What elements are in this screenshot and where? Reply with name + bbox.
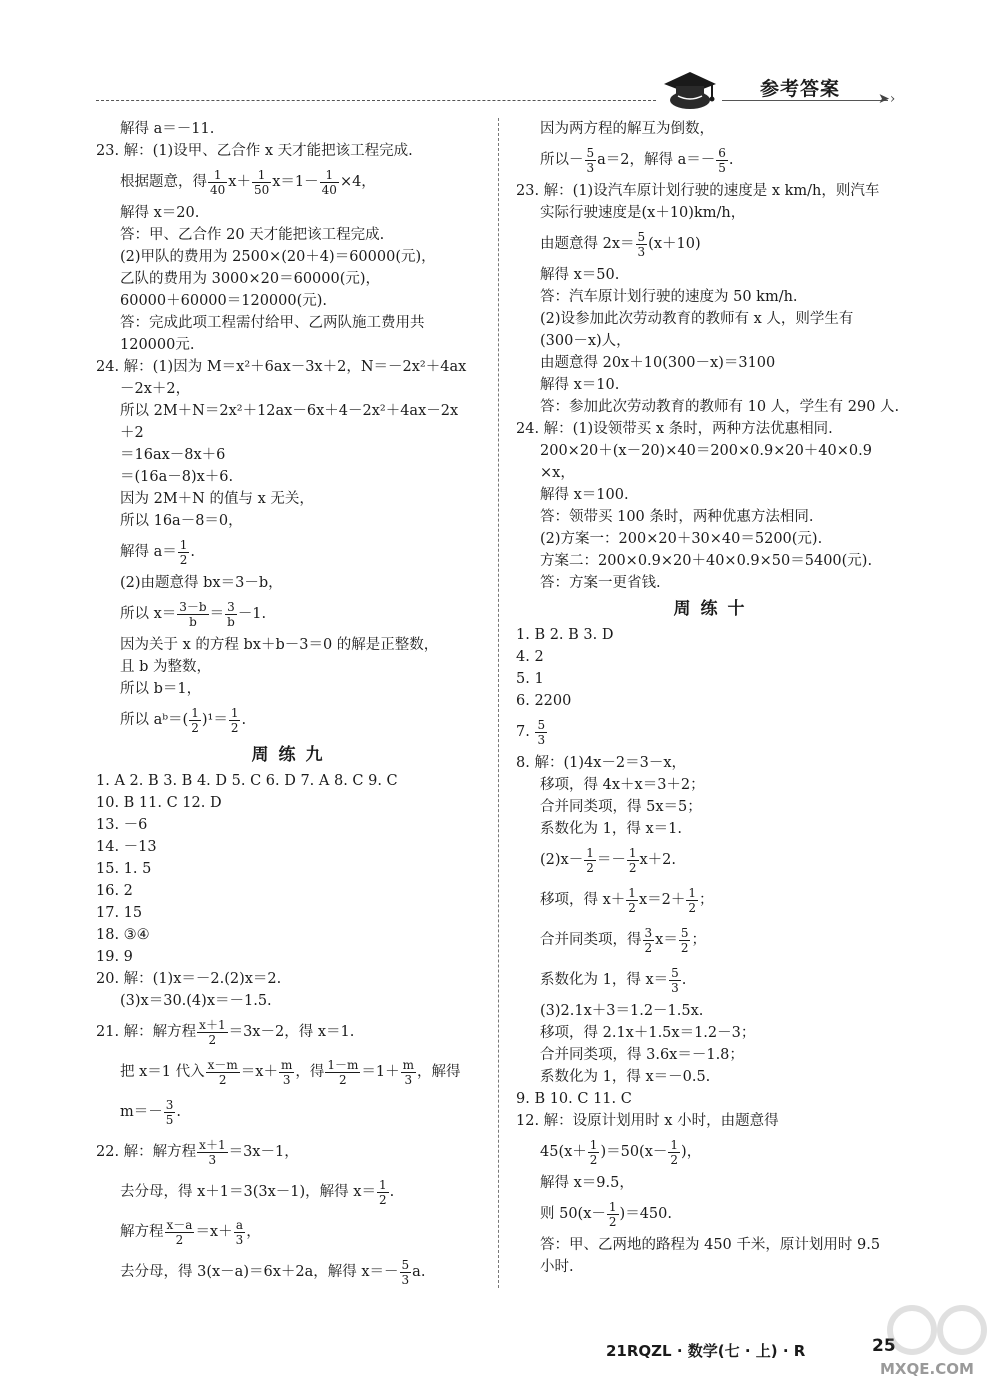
text-line: 由题意得 20x＋10(300－x)＝3100 [540,355,776,371]
text-line: ＝16ax－8x＋6 [120,447,226,463]
answer-line: 19. 9 [96,949,133,965]
text-line: 解得 x＝20. [120,205,200,221]
header-title: 参考答案 [760,78,841,100]
math-line: 45(x＋ $\frac{1}{2}$ )＝50(x－ $\frac{1}{2}$ )， [540,1137,702,1167]
text-line: ×x， [540,465,575,481]
text-line: (300－x)人， [540,333,631,349]
text-line: 乙队的费用为 3000×20＝60000(元)， [120,271,381,287]
text-line: 解得 x＝50. [540,267,620,283]
page-number: 25 [872,1336,896,1356]
text-line: 实际行驶速度是(x＋10)km/h， [540,205,746,221]
text-line: ＋2 [120,425,144,441]
math-line: 所以－ $\frac{5}{3}$ a＝2，解得 a＝－ $\frac{6}{5}$ . [540,145,734,175]
header-rule [722,100,888,101]
text-line: 答：汽车原计划行驶的速度为 50 km/h. [540,289,798,305]
answer-line: 14. －13 [96,839,157,855]
text-line: 答：甲、乙两地的路程为 450 千米，原计划用时 9.5 [540,1237,881,1253]
text-line: 24. 解：(1)因为 M＝x²＋6ax－3x＋2，N＝－2x²＋4ax [96,359,467,375]
text-line: 移项，得 4x＋x＝3＋2； [540,777,705,793]
section-title: 周练九 [251,745,333,765]
column-divider [498,118,499,1288]
math-line: 系数化为 1，得 x＝ $\frac{5}{3}$ . [540,965,687,995]
math-line: 22. 解：解方程 $\frac{x+1}{3}$ ＝3x－1， [96,1137,299,1167]
answer-line: 13. －6 [96,817,148,833]
text-line: 解得 x＝10. [540,377,620,393]
math-line: 解得 a＝ $\frac{1}{2}$ . [120,537,196,567]
math-line: 把 x＝1 代入 $\frac{x-m}{2}$ ＝x＋ $\frac{m}{3}$ ，得 $\frac{1-m}{2}$ ＝1＋ $\frac{m}{3}$ ，解得 [120,1057,461,1087]
text-line: 所以 2M＋N＝2x²＋12ax－6x＋4－2x²＋4ax－2x [120,403,459,419]
answer-line: 5. 1 [516,671,544,687]
math-line: 7. $\frac{5}{3}$ [516,717,546,747]
text-line: 12. 解：设原计划用时 x 小时，由题意得 [516,1113,779,1129]
text-line: 120000元. [120,337,195,353]
text-line: 移项，得 2.1x＋1.5x＝1.2－3； [540,1025,756,1041]
text-line: 24. 解：(1)设领带买 x 条时，两种方法优惠相同. [516,421,833,437]
math-line: 则 50(x－ $\frac{1}{2}$ )＝450. [540,1199,672,1229]
text-line: 方案二：200×0.9×20＋40×0.9×50＝5400(元). [540,553,873,569]
math-line: (2)x－ $\frac{1}{2}$ ＝－ $\frac{1}{2}$ x＋2. [540,845,677,875]
text-line: 且 b 为整数， [120,659,211,675]
answer-line: 10. B 11. C 12. D [96,795,222,811]
math-line: 合并同类项，得 $\frac{3}{2}$ x＝ $\frac{5}{2}$ ； [540,925,706,955]
text-line: (2)设参加此次劳动教育的教师有 x 人，则学生有 [540,311,854,327]
text-line: 因为 2M＋N 的值与 x 无关， [120,491,314,507]
header-rule-dashed [96,100,656,101]
text-line: －2x＋2， [120,381,191,397]
answer-line: 17. 15 [96,905,143,921]
math-line: m＝－ $\frac{3}{5}$ . [120,1097,181,1127]
section-title: 周练十 [673,599,755,619]
left-column [96,118,488,1292]
text-line: (2)甲队的费用为 2500×(20＋4)＝60000(元)， [120,249,436,265]
arrow-right-icon: ➤› [878,91,896,107]
text-line: 答：参加此次劳动教育的教师有 10 人，学生有 290 人. [540,399,900,415]
text-line: 答：甲、乙合作 20 天才能把该工程完成. [120,227,385,243]
footer-code: 21RQZL · 数学(七 · 上) · R [606,1342,806,1360]
text-line: (3)x＝30.(4)x＝－1.5. [120,993,272,1009]
answer-line: 9. B 10. C 11. C [516,1091,632,1107]
math-line: 解方程 $\frac{x-a}{2}$ ＝x＋ $\frac{a}{3}$ ， [120,1217,261,1247]
graduation-cap-icon [660,66,720,112]
right-column [516,118,912,1278]
answer-line: 15. 1. 5 [96,861,152,877]
text-line: (3)2.1x＋3＝1.2－1.5x. [540,1003,704,1019]
text-line: 合并同类项，得 5x＝5； [540,799,702,815]
text-line: (2)由题意得 bx＝3－b， [120,575,283,591]
text-line: 因为两方程的解互为倒数， [540,121,714,137]
text-line: 合并同类项，得 3.6x＝－1.8； [540,1047,744,1063]
text-line: 所以 b＝1， [120,681,202,697]
text-line: 60000＋60000＝120000(元). [120,293,328,309]
text-line: (2)方案一：200×20＋30×40＝5200(元). [540,531,823,547]
math-line: 根据题意，得 $\frac{1}{40}$ x＋ $\frac{1}{50}$ x＝1－ $\frac{1}{40}$ ×4， [120,167,376,197]
answer-line: 6. 2200 [516,693,572,709]
text-line: 解得 x＝9.5， [540,1175,634,1191]
text-line: 所以 16a－8＝0， [120,513,243,529]
watermark-text: MXQE.COM [880,1360,974,1378]
text-line: 23. 解：(1)设汽车原计划行驶的速度是 x km/h，则汽车 [516,183,880,199]
answer-line: 1. A 2. B 3. B 4. D 5. C 6. D 7. A 8. C 9. C [96,773,398,789]
math-line: 去分母，得 x＋1＝3(3x－1)，解得 x＝ $\frac{1}{2}$ . [120,1177,395,1207]
math-line: 所以 aᵇ＝( $\frac{1}{2}$ )¹＝ $\frac{1}{2}$ . [120,705,247,735]
text-line: ＝(16a－8)x＋6. [120,469,234,485]
math-line: 去分母，得 3(x－a)＝6x＋2a，解得 x＝－ $\frac{5}{3}$ a. [120,1257,426,1287]
answer-line: 4. 2 [516,649,544,665]
math-line: 所以 x＝ $\frac{3-b}{b}$ ＝ $\frac{3}{b}$ －1. [120,599,267,629]
text-line: 答：方案一更省钱. [540,575,661,591]
answer-line: 16. 2 [96,883,133,899]
text-line: 小时. [540,1259,574,1275]
text-line: 因为关于 x 的方程 bx＋b－3＝0 的解是正整数， [120,637,439,653]
math-line: 移项，得 x＋ $\frac{1}{2}$ x＝2＋ $\frac{1}{2}$ ； [540,885,714,915]
text-line: 解得 x＝100. [540,487,629,503]
text-line: 20. 解：(1)x＝－2.(2)x＝2. [96,971,282,987]
answer-line: 18. ③④ [96,927,150,943]
math-line: 由题意得 2x＝ $\frac{5}{3}$ (x＋10) [540,229,701,259]
text-line: 解得 a＝－11. [120,121,215,137]
text-line: 8. 解：(1)4x－2＝3－x， [516,755,687,771]
math-line: 21. 解：解方程 $\frac{x+1}{2}$ ＝3x－2，得 x＝1. [96,1017,355,1047]
text-line: 答：完成此项工程需付给甲、乙两队施工费用共 [120,315,425,331]
text-line: 200×20＋(x－20)×40＝200×0.9×20＋40×0.9 [540,443,872,459]
answer-line: 1. B 2. B 3. D [516,627,614,643]
text-line: 系数化为 1，得 x＝1. [540,821,682,837]
text-line: 系数化为 1，得 x＝－0.5. [540,1069,711,1085]
text-line: 23. 解：(1)设甲、乙合作 x 天才能把该工程完成. [96,143,413,159]
text-line: 答：领带买 100 条时，两种优惠方法相同. [540,509,814,525]
